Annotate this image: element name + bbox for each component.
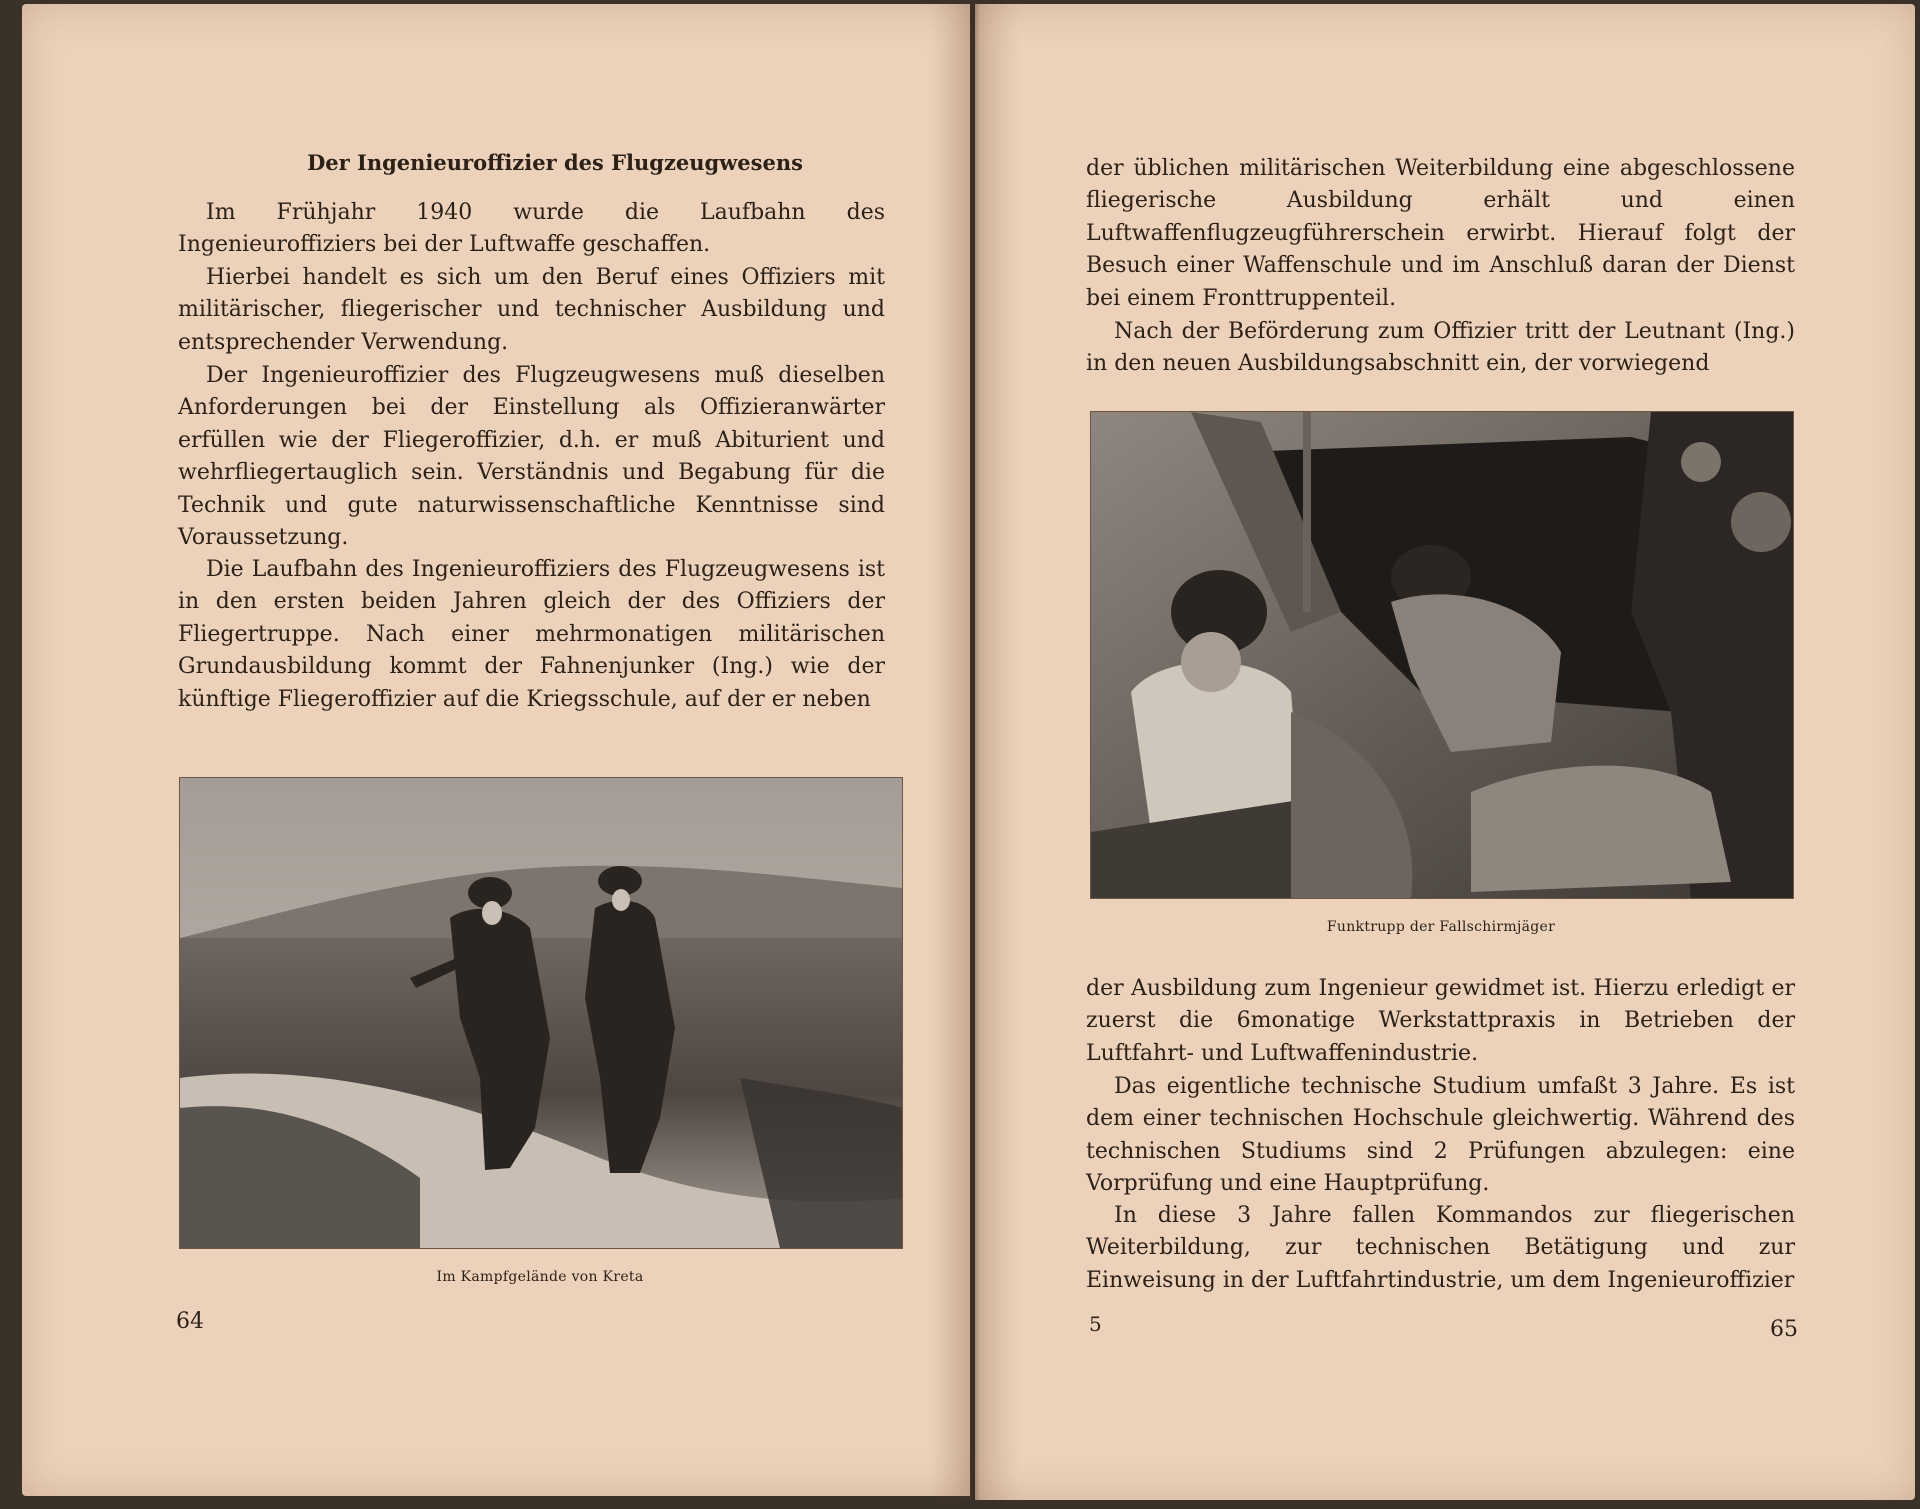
left-paragraph-2: Hierbei handelt es sich um den Beruf eines Offiziers mit militärischer, fliegerischer und technischer Ausbildung und entsprechender Verwendung. bbox=[178, 265, 885, 355]
left-paragraph-4: Die Laufbahn des Ingenieuroffiziers des Flugzeugwesens ist in den ersten beiden Jahren gleich der des Offiziers der Fliegertruppe. Nach einer mehrmonatigen militärischen Grundausbildung kommt der Fahnenjunker (Ing.) wie der künftige Fliegeroffizier auf die Kriegsschule, auf der er neben bbox=[178, 557, 885, 712]
page-number-right: 65 bbox=[1770, 1317, 1798, 1342]
right-paragraph-2: Nach der Beförderung zum Offizier tritt der Leutnant (Ing.) in den neuen Ausbildungsabschnitt ein, der vorwiegend bbox=[1086, 319, 1795, 377]
right-paragraph-1: der üblichen militärischen Weiterbildung eine abgeschlossene fliegerische Ausbildung erhält und einen Luftwaffenflugzeugführerschein erwirbt. Hierauf folgt der Besuch einer Waffenschule und im Anschluß daran der Dienst bei einem Fronttruppenteil. bbox=[1086, 156, 1795, 311]
right-page bbox=[975, 4, 1915, 1500]
left-paragraph-1: Im Frühjahr 1940 wurde die Laufbahn des Ingenieuroffiziers bei der Luftwaffe geschaffen. bbox=[178, 200, 885, 258]
signature-mark: 5 bbox=[1089, 1312, 1102, 1336]
photo-caption-crete: Im Kampfgelände von Kreta bbox=[436, 1269, 644, 1285]
page-number-left: 64 bbox=[176, 1309, 204, 1334]
photo-crete-terrain bbox=[179, 777, 903, 1249]
left-page bbox=[22, 4, 970, 1496]
right-paragraph-3: der Ausbildung zum Ingenieur gewidmet ist. Hierzu erledigt er zuerst die 6monatige Werkstattpraxis in Betrieben der Luftfahrt- und Luftwaffenindustrie. bbox=[1086, 976, 1795, 1066]
left-paragraph-3: Der Ingenieuroffizier des Flugzeugwesens muß dieselben Anforderungen bei der Einstellung als Offizieranwärter erfüllen wie der Fliegeroffizier, d.h. er muß Abiturient und wehrfliegertauglich sein. Verständnis und Begabung für die Technik und gute naturwissenschaftliche Kenntnisse sind Voraussetzung. bbox=[178, 363, 885, 551]
right-paragraph-5: In diese 3 Jahre fallen Kommandos zur fliegerischen Weiterbildung, zur technischen Betätigung und zur Einweisung in der Luftfahrtindustrie, um dem Ingenieuroffizier bbox=[1086, 1203, 1795, 1293]
photo-crete-terrain-image bbox=[180, 778, 902, 1248]
chapter-heading: Der Ingenieuroffizier des Flugzeugwesens bbox=[307, 150, 803, 175]
photo-radio-team-image bbox=[1091, 412, 1793, 898]
photo-caption-radio: Funktrupp der Fallschirmjäger bbox=[1326, 919, 1556, 935]
right-paragraph-4: Das eigentliche technische Studium umfaßt 3 Jahre. Es ist dem einer technischen Hochschule gleichwertig. Während des technischen Studiums sind 2 Prüfungen abzulegen: eine Vorprüfung und eine Hauptprüfung. bbox=[1086, 1074, 1795, 1197]
photo-radio-team bbox=[1090, 411, 1794, 899]
